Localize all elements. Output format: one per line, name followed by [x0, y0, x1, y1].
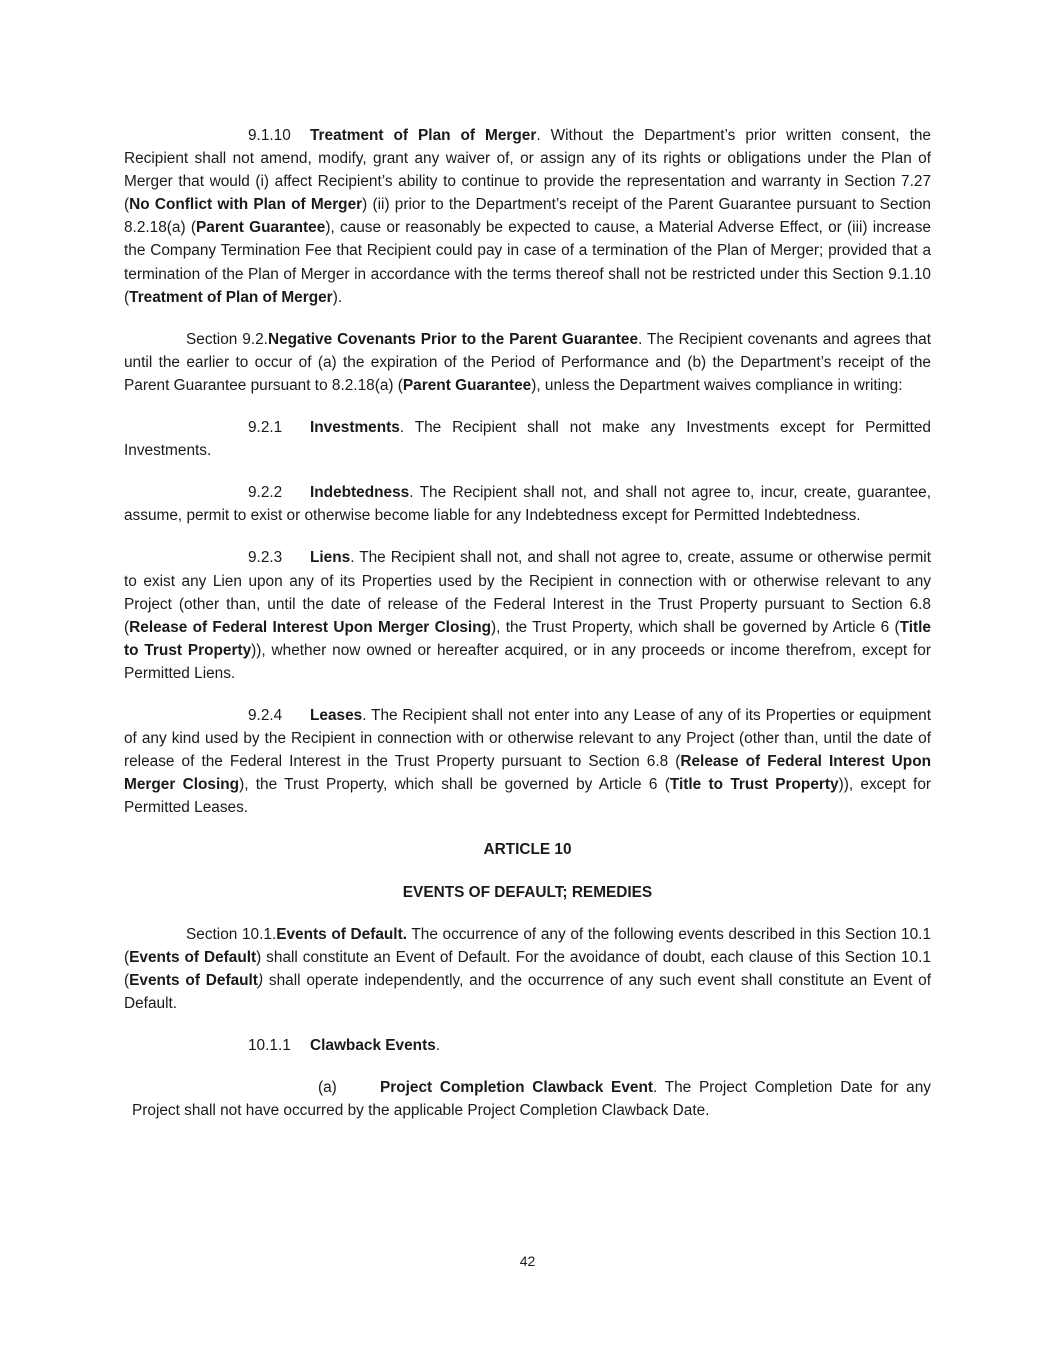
section-heading: Indebtedness — [310, 484, 410, 502]
section-prefix: Section 10.1. — [186, 925, 277, 943]
clause-number: (a) — [318, 1079, 337, 1097]
section-9-1-10: 9.1.10 Treatment of Plan of Merger. Without the Department’s prior written consent, the Recipient shall not amend, modify, grant any waiver of, or assign any of its rights or obligations under the Plan of Merger that would (i) affect Recipient’s ability to continue to provide the representation and warranty in Section 7.27 (No Conflict with Plan of Merger) (ii) prior to the Department’s receipt of the Parent Guarantee pursuant to Section 8.2.18(a) (Parent Guarantee), cause or reasonably be expected to cause, a Material Adverse Effect, or (iii) increase the Company Termination Fee that Recipient could pay in case of a termination of the Plan of Merger; provided that a termination of the Plan of Merger in accordance with the terms thereof shall not be restricted under this Section 9.1.10 (Treatment of Plan of Merger). — [124, 124, 931, 309]
section-number: 9.1.10 — [248, 127, 291, 144]
section-number: 10.1.1 — [248, 1037, 291, 1054]
section-heading: Liens — [310, 549, 351, 567]
section-number: 9.2.3 — [248, 549, 283, 567]
clause-heading: Project Completion Clawback Event — [380, 1079, 653, 1097]
document-page — [124, 124, 931, 1122]
section-heading: Negative Covenants Prior to the Parent Guarantee — [267, 330, 639, 348]
section-heading: Treatment of Plan of Merger — [310, 127, 537, 144]
section-heading: Leases — [310, 706, 363, 724]
section-10-1-1: 10.1.1 Clawback Events. — [124, 1034, 931, 1057]
section-9-2: Section 9.2.Negative Covenants Prior to the Parent Guarantee. The Recipient covenants and agrees that until the earlier to occur of (a) the expiration of the Period of Performance and (b) the Department’s receipt of the Parent Guarantee pursuant to 8.2.18(a) (Parent Guarantee), unless the Department waives compliance in writing: — [124, 330, 931, 394]
section-heading: Investments — [310, 419, 400, 437]
section-9-2-4: 9.2.4 Leases. The Recipient shall not enter into any Lease of any of its Properties or equipment of any kind used by the Recipient in connection with or otherwise relevant to any Project (other than, until the date of release of the Federal Interest in the Trust Property pursuant to Section 6.8 (Release of Federal Interest Upon Merger Closing), the Trust Property, which shall be governed by Article 6 (Title to Trust Property)), except for Permitted Leases. — [124, 704, 931, 819]
section-9-2-2: 9.2.2 Indebtedness. The Recipient shall not, and shall not agree to, incur, create, guarantee, assume, permit to exist or otherwise become liable for any Indebtedness except for Permitted Indebtedness. — [124, 481, 931, 527]
section-10-1-1-a: (a) Project Completion Clawback Event. The Project Completion Date for any Project shall not have occurred by the applicable Project Completion Clawback Date. — [132, 1076, 931, 1122]
section-9-2-3: 9.2.3 Liens. The Recipient shall not, and shall not agree to, create, assume or otherwise permit to exist any Lien upon any of its Properties used by the Recipient in connection with or otherwise relevant to any Project (other than, until the date of release of the Federal Interest in the Trust Property pursuant to Section 6.8 (Release of Federal Interest Upon Merger Closing), the Trust Property, which shall be governed by Article 6 (Title to Trust Property)), whether now owned or hereafter acquired, or in any proceeds or income therefrom, except for Permitted Liens. — [124, 546, 931, 685]
page-number: 42 — [519, 1253, 536, 1269]
section-9-2-1: 9.2.1 Investments. The Recipient shall not make any Investments except for Permitted Investments. — [124, 416, 931, 462]
section-number: 9.2.2 — [248, 484, 283, 502]
section-number: 9.2.1 — [248, 419, 283, 437]
section-heading: Clawback Events — [310, 1037, 436, 1054]
section-number: 9.2.4 — [248, 706, 283, 724]
section-heading: Events of Default. — [276, 925, 407, 943]
section-prefix: Section 9.2. — [186, 330, 268, 348]
article-label: ARTICLE 10 — [483, 841, 572, 859]
article-title: EVENTS OF DEFAULT; REMEDIES — [402, 883, 653, 901]
section-10-1: Section 10.1.Events of Default. The occurrence of any of the following events described in this Section 10.1 (Events of Default) shall constitute an Event of Default. For the avoidance of doubt, each clause of this Section 10.1 (Events of Default) shall operate independently, and the occurrence of any such event shall constitute an Event of Default. — [124, 925, 932, 1012]
